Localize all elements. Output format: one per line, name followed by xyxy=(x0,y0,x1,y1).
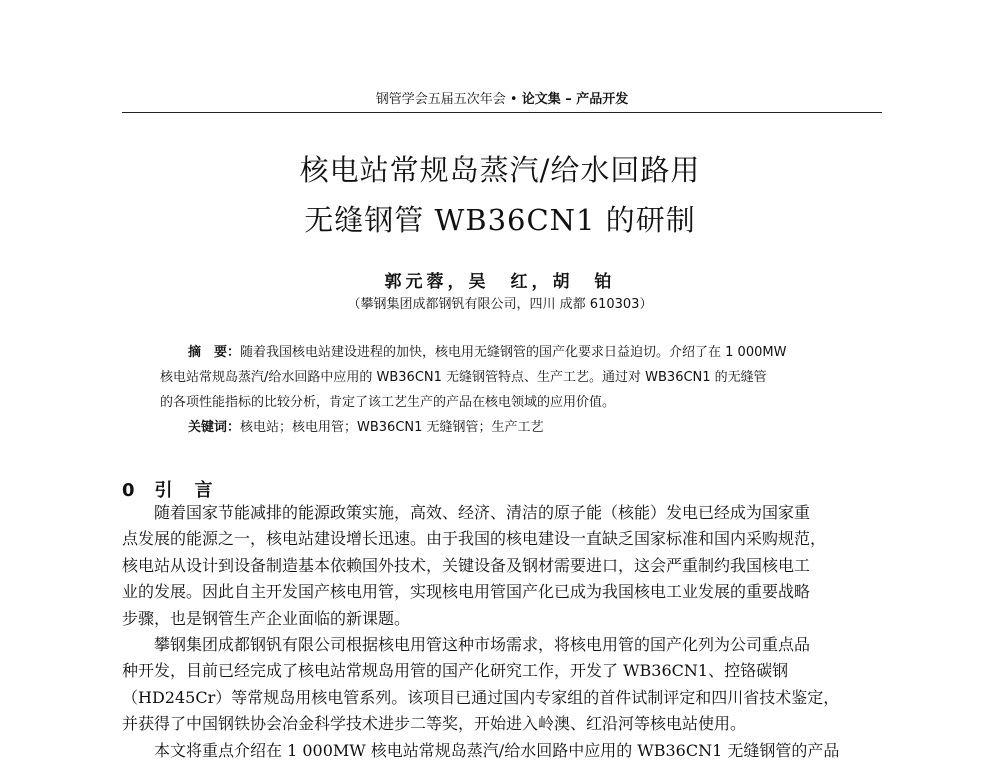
abstract-text: 随着我国核电站建设进程的加快，核电用无缝钢管的国产化要求日益迫切。介绍了在 1 000MW xyxy=(240,345,787,360)
abstract-line: 的各项性能指标的比较分析，肯定了该工艺生产的产品在核电领域的应用价值。 xyxy=(160,395,616,410)
body-line: 并获得了中国钢铁协会冶金科学技术进步二等奖，开始进入岭澳、红沿河等核电站使用。 xyxy=(122,714,747,734)
keywords-line xyxy=(160,415,850,440)
abstract-label: 摘 要： xyxy=(188,345,241,360)
abstract-block xyxy=(160,340,850,440)
section-number: 0 xyxy=(122,480,137,501)
keywords-label: 关键词： xyxy=(188,420,241,435)
body-line: 点发展的能源之一，核电站建设增长迅速。由于我国的核电建设一直缺乏国家标准和国内采购规范， xyxy=(122,529,827,549)
running-header xyxy=(122,90,882,113)
section-title: 引 言 xyxy=(154,480,215,501)
body-line: 本文将重点介绍在 1 000MW 核电站常规岛蒸汽/给水回路中应用的 WB36CN1 无缝钢管的产品 xyxy=(154,740,840,760)
section-heading xyxy=(122,476,215,502)
paper-title-line-2: 无缝钢管 WB36CN1 的研制 xyxy=(304,203,696,237)
body-text xyxy=(122,500,882,764)
body-line: （HD245Cr）等常规岛用核电管系列。该项目已通过国内专家组的首件试制评定和四川省技术鉴定， xyxy=(122,687,840,707)
body-line: 核电站从设计到设备制造基本依赖国外技术，关键设备及钢材需要进口，这会严重制约我国核电工 xyxy=(122,555,811,575)
body-line: 业的发展。因此自主开发国产核电用管，实现核电用管国产化已成为我国核电工业发展的重要战略 xyxy=(122,582,811,602)
abstract-line xyxy=(160,340,850,365)
body-line: 种开发，目前已经完成了核电站常规岛用管的国产化研究工作，开发了 WB36CN1、控铬碳钢 xyxy=(122,661,789,681)
body-line: 步骤，也是钢管生产企业面临的新课题。 xyxy=(122,608,411,628)
paper-title-line-1: 核电站常规岛蒸汽/给水回路用 xyxy=(299,153,701,187)
body-line: 随着国家节能减排的能源政策实施，高效、经济、清洁的原子能（核能）发电已经成为国家重 xyxy=(154,503,811,522)
body-line: 攀钢集团成都钢钒有限公司根据核电用管这种市场需求，将核电用管的国产化列为公司重点品 xyxy=(154,634,811,654)
header-conference: 钢管学会五届五次年会 • xyxy=(375,92,518,107)
affiliation: （攀钢集团成都钢钒有限公司，四川 成都 610303） xyxy=(347,297,653,312)
header-section: 论文集 – 产品开发 xyxy=(521,92,629,107)
author-list: 郭元蓉，吴 红，胡 铂 xyxy=(384,272,616,292)
keywords-text: 核电站；核电用管；WB36CN1 无缝钢管；生产工艺 xyxy=(240,420,544,435)
abstract-line: 核电站常规岛蒸汽/给水回路中应用的 WB36CN1 无缝钢管特点、生产工艺。通过对 WB36CN1 的无缝管 xyxy=(160,370,767,385)
